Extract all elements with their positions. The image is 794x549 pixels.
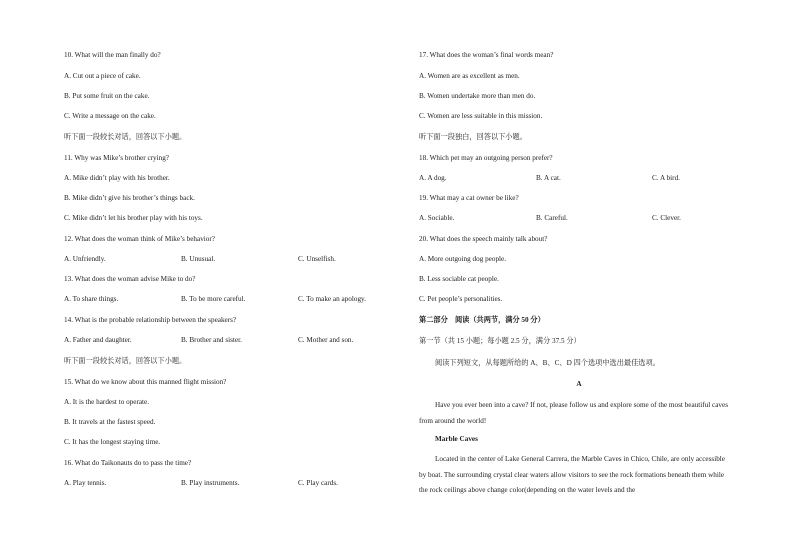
q20-option-a: A. More outgoing dog people. — [419, 255, 507, 263]
question-17: 17. What does the woman’s final words mean? — [419, 51, 554, 59]
question-16: 16. What do Taikonauts do to pass the time? — [64, 459, 192, 467]
q14-option-c: C. Mother and son. — [298, 336, 354, 344]
question-13: 13. What does the woman advise Mike to do? — [64, 275, 196, 283]
q13-option-b: B. To be more careful. — [181, 295, 246, 303]
q13-option-a: A. To share things. — [64, 295, 119, 303]
part-two-heading: 第二部分 阅读（共两节，满分 50 分） — [419, 316, 545, 324]
q16-option-c: C. Play cards. — [298, 479, 338, 487]
question-15: 15. What do we know about this manned flight mission? — [64, 378, 227, 386]
q20-option-b: B. Less sociable cat people. — [419, 275, 499, 283]
q12-option-c: C. Unselfish. — [298, 255, 336, 263]
q20-option-c: C. Pet people’s personalities. — [419, 295, 503, 303]
q18-option-b: B. A cat. — [536, 174, 561, 182]
q17-option-b: B. Women undertake more than men do. — [419, 92, 536, 100]
q13-option-c: C. To make an apology. — [298, 295, 366, 303]
passage-body: Located in the center of Lake General Carrera, the Marble Caves in Chico, Chile, are only accessible by boat. The surrounding crystal clear waters allow visitors to see the rock formations beneath them while the rock ceilings above change color(depending on the water levels and the — [419, 455, 725, 495]
q11-option-b: B. Mike didn’t give his brother’s things back. — [64, 194, 195, 202]
listening-instruction: 听下面一段独白，回答以下小题。 — [419, 133, 527, 141]
q17-option-c: C. Women are less suitable in this mission. — [419, 112, 543, 120]
reading-instruction: 阅读下列短文，从每题所给的 A、B、C、D 四个选项中选出最佳选项。 — [435, 359, 660, 367]
q19-option-a: A. Sociable. — [419, 214, 455, 222]
q10-option-c: C. Write a message on the cake. — [64, 112, 156, 120]
question-11: 11. Why was Mike’s brother crying? — [64, 154, 169, 162]
question-18: 18. Which pet may an outgoing person prefer? — [419, 154, 553, 162]
passage-intro: Have you ever been into a cave? If not, please follow us and explore some of the most beautiful caves from around the world! — [419, 401, 728, 425]
question-10: 10. What will the man finally do? — [64, 51, 161, 59]
q19-option-b: B. Careful. — [536, 214, 568, 222]
question-14: 14. What is the probable relationship between the speakers? — [64, 316, 237, 324]
q15-option-c: C. It has the longest staying time. — [64, 438, 161, 446]
question-12: 12. What does the woman think of Mike’s behavior? — [64, 235, 215, 243]
q12-option-a: A. Unfriendly. — [64, 255, 106, 263]
q16-option-a: A. Play tennis. — [64, 479, 107, 487]
question-19: 19. What may a cat owner be like? — [419, 194, 519, 202]
q10-option-a: A. Cut out a piece of cake. — [64, 72, 141, 80]
passage-letter: A — [576, 380, 582, 388]
q18-option-a: A. A dog. — [419, 174, 447, 182]
q15-option-b: B. It travels at the fastest speed. — [64, 418, 156, 426]
q12-option-b: B. Unusual. — [181, 255, 216, 263]
q19-option-c: C. Clever. — [652, 214, 681, 222]
q15-option-a: A. It is the hardest to operate. — [64, 398, 150, 406]
passage-subtitle: Marble Caves — [435, 435, 478, 443]
q14-option-b: B. Brother and sister. — [181, 336, 242, 344]
listening-instruction: 听下面一段较长对话，回答以下小题。 — [64, 133, 187, 141]
q17-option-a: A. Women are as excellent as men. — [419, 72, 520, 80]
section-one-heading: 第一节（共 15 小题；每小题 2.5 分，满分 37.5 分） — [419, 337, 581, 345]
question-20: 20. What does the speech mainly talk about? — [419, 235, 548, 243]
q18-option-c: C. A bird. — [652, 174, 680, 182]
q14-option-a: A. Father and daughter. — [64, 336, 132, 344]
q10-option-b: B. Put some fruit on the cake. — [64, 92, 150, 100]
listening-instruction: 听下面一段较长对话，回答以下小题。 — [64, 357, 187, 365]
q11-option-a: A. Mike didn’t play with his brother. — [64, 174, 170, 182]
q16-option-b: B. Play instruments. — [181, 479, 240, 487]
q11-option-c: C. Mike didn’t let his brother play with his toys. — [64, 214, 203, 222]
